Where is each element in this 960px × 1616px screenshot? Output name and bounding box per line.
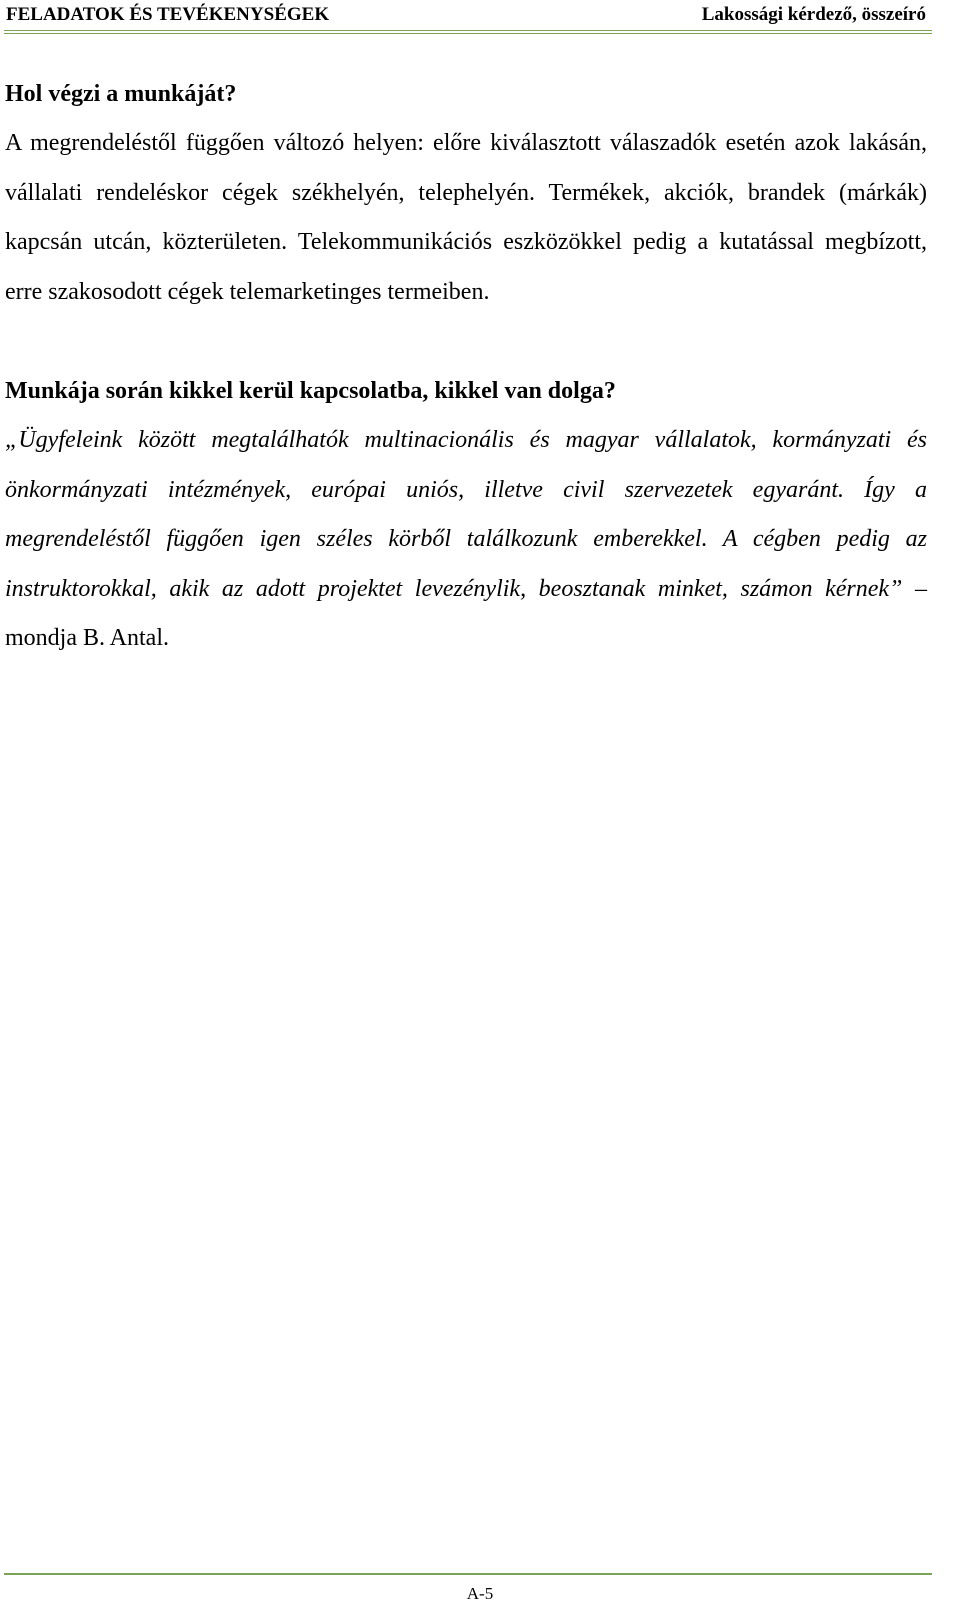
page-number: A-5 — [466, 1584, 494, 1603]
header-section-title: FELADATOK ÉS TEVÉKENYSÉGEK — [6, 4, 330, 25]
paragraph-contacts — [5, 416, 927, 664]
interview-quote: „Ügyfeleink között megtalálhatók multinacionális és magyar vállalatok, kormányzati és önkormányzati intézmények, európai uniós, illetve civil szervezetek egyaránt. Így a megrendeléstől függően igen széles körből találkozunk emberekkel. A cégben pedig az instruktorokkal, akik az adott projektet levezénylik, beosztanak minket, számon kérnek” — [5, 427, 927, 602]
document-body — [5, 70, 927, 664]
page-header — [4, 0, 932, 34]
section-heading-workplace: Hol végzi a munkáját? — [5, 81, 237, 107]
section-heading-contacts: Munkája során kikkel kerül kapcsolatba, kikkel van dolga? — [5, 378, 616, 404]
paragraph-spacer — [5, 317, 927, 367]
footer-rule — [4, 1573, 932, 1575]
paragraph-workplace: A megrendeléstől függően változó helyen: előre kiválasztott válaszadók esetén azok lakásán, vállalati rendeléskor cégek székhelyén, telephelyén. Termékek, akciók, brandek (márkák) kapcsán utcán, közterületen. Telekommunikációs eszközökkel pedig a kutatással megbízott, erre szakosodott cégek telemarketinges termeiben. — [5, 130, 927, 305]
header-occupation-title: Lakossági kérdező, összeíró — [701, 4, 926, 25]
quote-attribution: – mondja B. Antal. — [5, 575, 928, 651]
